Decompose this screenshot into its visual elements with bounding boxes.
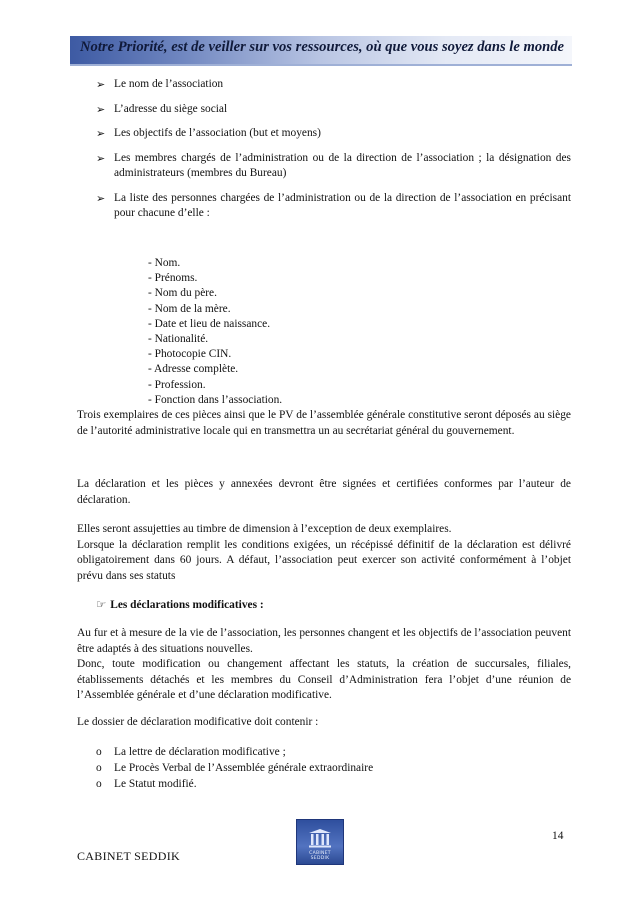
paragraph-modifications: Au fur et à mesure de la vie de l’association, les personnes changent et les objectifs de l’association peuvent être adaptés à des situations nouvelles. Donc, toute modification ou changement affectant les statuts, la création de succursales, filiales, établissements détachés et les membres du Conseil d’Administration fera l’objet d’une réunion de l’Assemblée générale et d’une déclaration modificative.: [77, 627, 571, 701]
circle-bullet-icon: o: [96, 746, 102, 758]
page-number: 14: [552, 830, 564, 842]
pointing-hand-icon: ☞: [96, 597, 107, 611]
paragraph-copies: Trois exemplaires de ces pièces ainsi que le PV de l’assemblée générale constitutive seront déposés au siège de l’autorité administrative locale qui en transmettra un au secrétariat général du gouvernement.: [77, 409, 571, 437]
list-item: - Photocopie CIN.: [148, 348, 232, 361]
circle-bullet-icon: o: [96, 778, 102, 790]
paragraph-stamp: Elles seront assujetties au timbre de dimension à l’exception de deux exemplaires. Lorsque la déclaration remplit les conditions exigées, un récépissé définitif de la déclaration est délivré obligatoirement dans 60 jours. A défaut, l’association peut exercer son activité conformément à l’objet prévu dans ses statuts: [77, 523, 571, 582]
list-item: - Nom du père.: [148, 287, 217, 300]
list-item: - Nationalité.: [148, 333, 209, 346]
arrow-bullet-icon: ➢: [96, 151, 106, 165]
section-title: ☞ Les déclarations modificatives :: [96, 597, 264, 611]
list-item: ➢ L’adresse du siège social: [96, 102, 228, 116]
list-item: ➢ Les objectifs de l’association (but et moyens): [96, 127, 321, 140]
list-item: - Adresse complète.: [148, 363, 239, 376]
paragraph-signature: La déclaration et les pièces y annexées devront être signées et certifiées conformes par l’auteur de déclaration.: [77, 478, 571, 506]
list-item: o Le Statut modifié.: [96, 778, 197, 790]
arrow-bullet-icon: ➢: [96, 191, 106, 205]
paragraph-dossier: Le dossier de déclaration modificative doit contenir :: [77, 716, 319, 728]
company-logo: CABINET SEDDIK: [296, 819, 344, 865]
footer-company-name: CABINET SEDDIK: [77, 849, 180, 863]
header-slogan: Notre Priorité, est de veiller sur vos ressources, où que vous soyez dans le monde: [80, 39, 565, 55]
list-item: - Nom de la mère.: [148, 302, 231, 315]
arrow-bullet-icon: ➢: [96, 102, 106, 116]
list-item: - Nom.: [148, 257, 181, 269]
dossier-list: [96, 744, 373, 792]
list-item: - Profession.: [148, 378, 206, 391]
list-item: o La lettre de déclaration modificative ;: [96, 746, 286, 758]
list-item: - Fonction dans l’association.: [148, 393, 283, 406]
list-item: - Prénoms.: [148, 272, 198, 285]
arrow-bullet-icon: ➢: [96, 78, 106, 91]
requirements-list: [96, 77, 571, 231]
list-item: ➢ Les membres chargés de l’administration ou de la direction de l’association ; la désignation des administrateurs (membres du Bureau): [96, 151, 571, 179]
circle-bullet-icon: o: [96, 762, 102, 774]
list-item: ➢ Le nom de l’association: [96, 78, 224, 91]
arrow-bullet-icon: ➢: [96, 127, 106, 140]
list-item: - Date et lieu de naissance.: [148, 317, 271, 330]
columns-icon: [308, 828, 332, 848]
person-details-list: [148, 256, 282, 408]
list-item: o Le Procès Verbal de l’Assemblée générale extraordinaire: [96, 762, 374, 774]
list-item: ➢ La liste des personnes chargées de l’administration ou de la direction de l’association en précisant pour chacune d’elle :: [96, 191, 571, 219]
